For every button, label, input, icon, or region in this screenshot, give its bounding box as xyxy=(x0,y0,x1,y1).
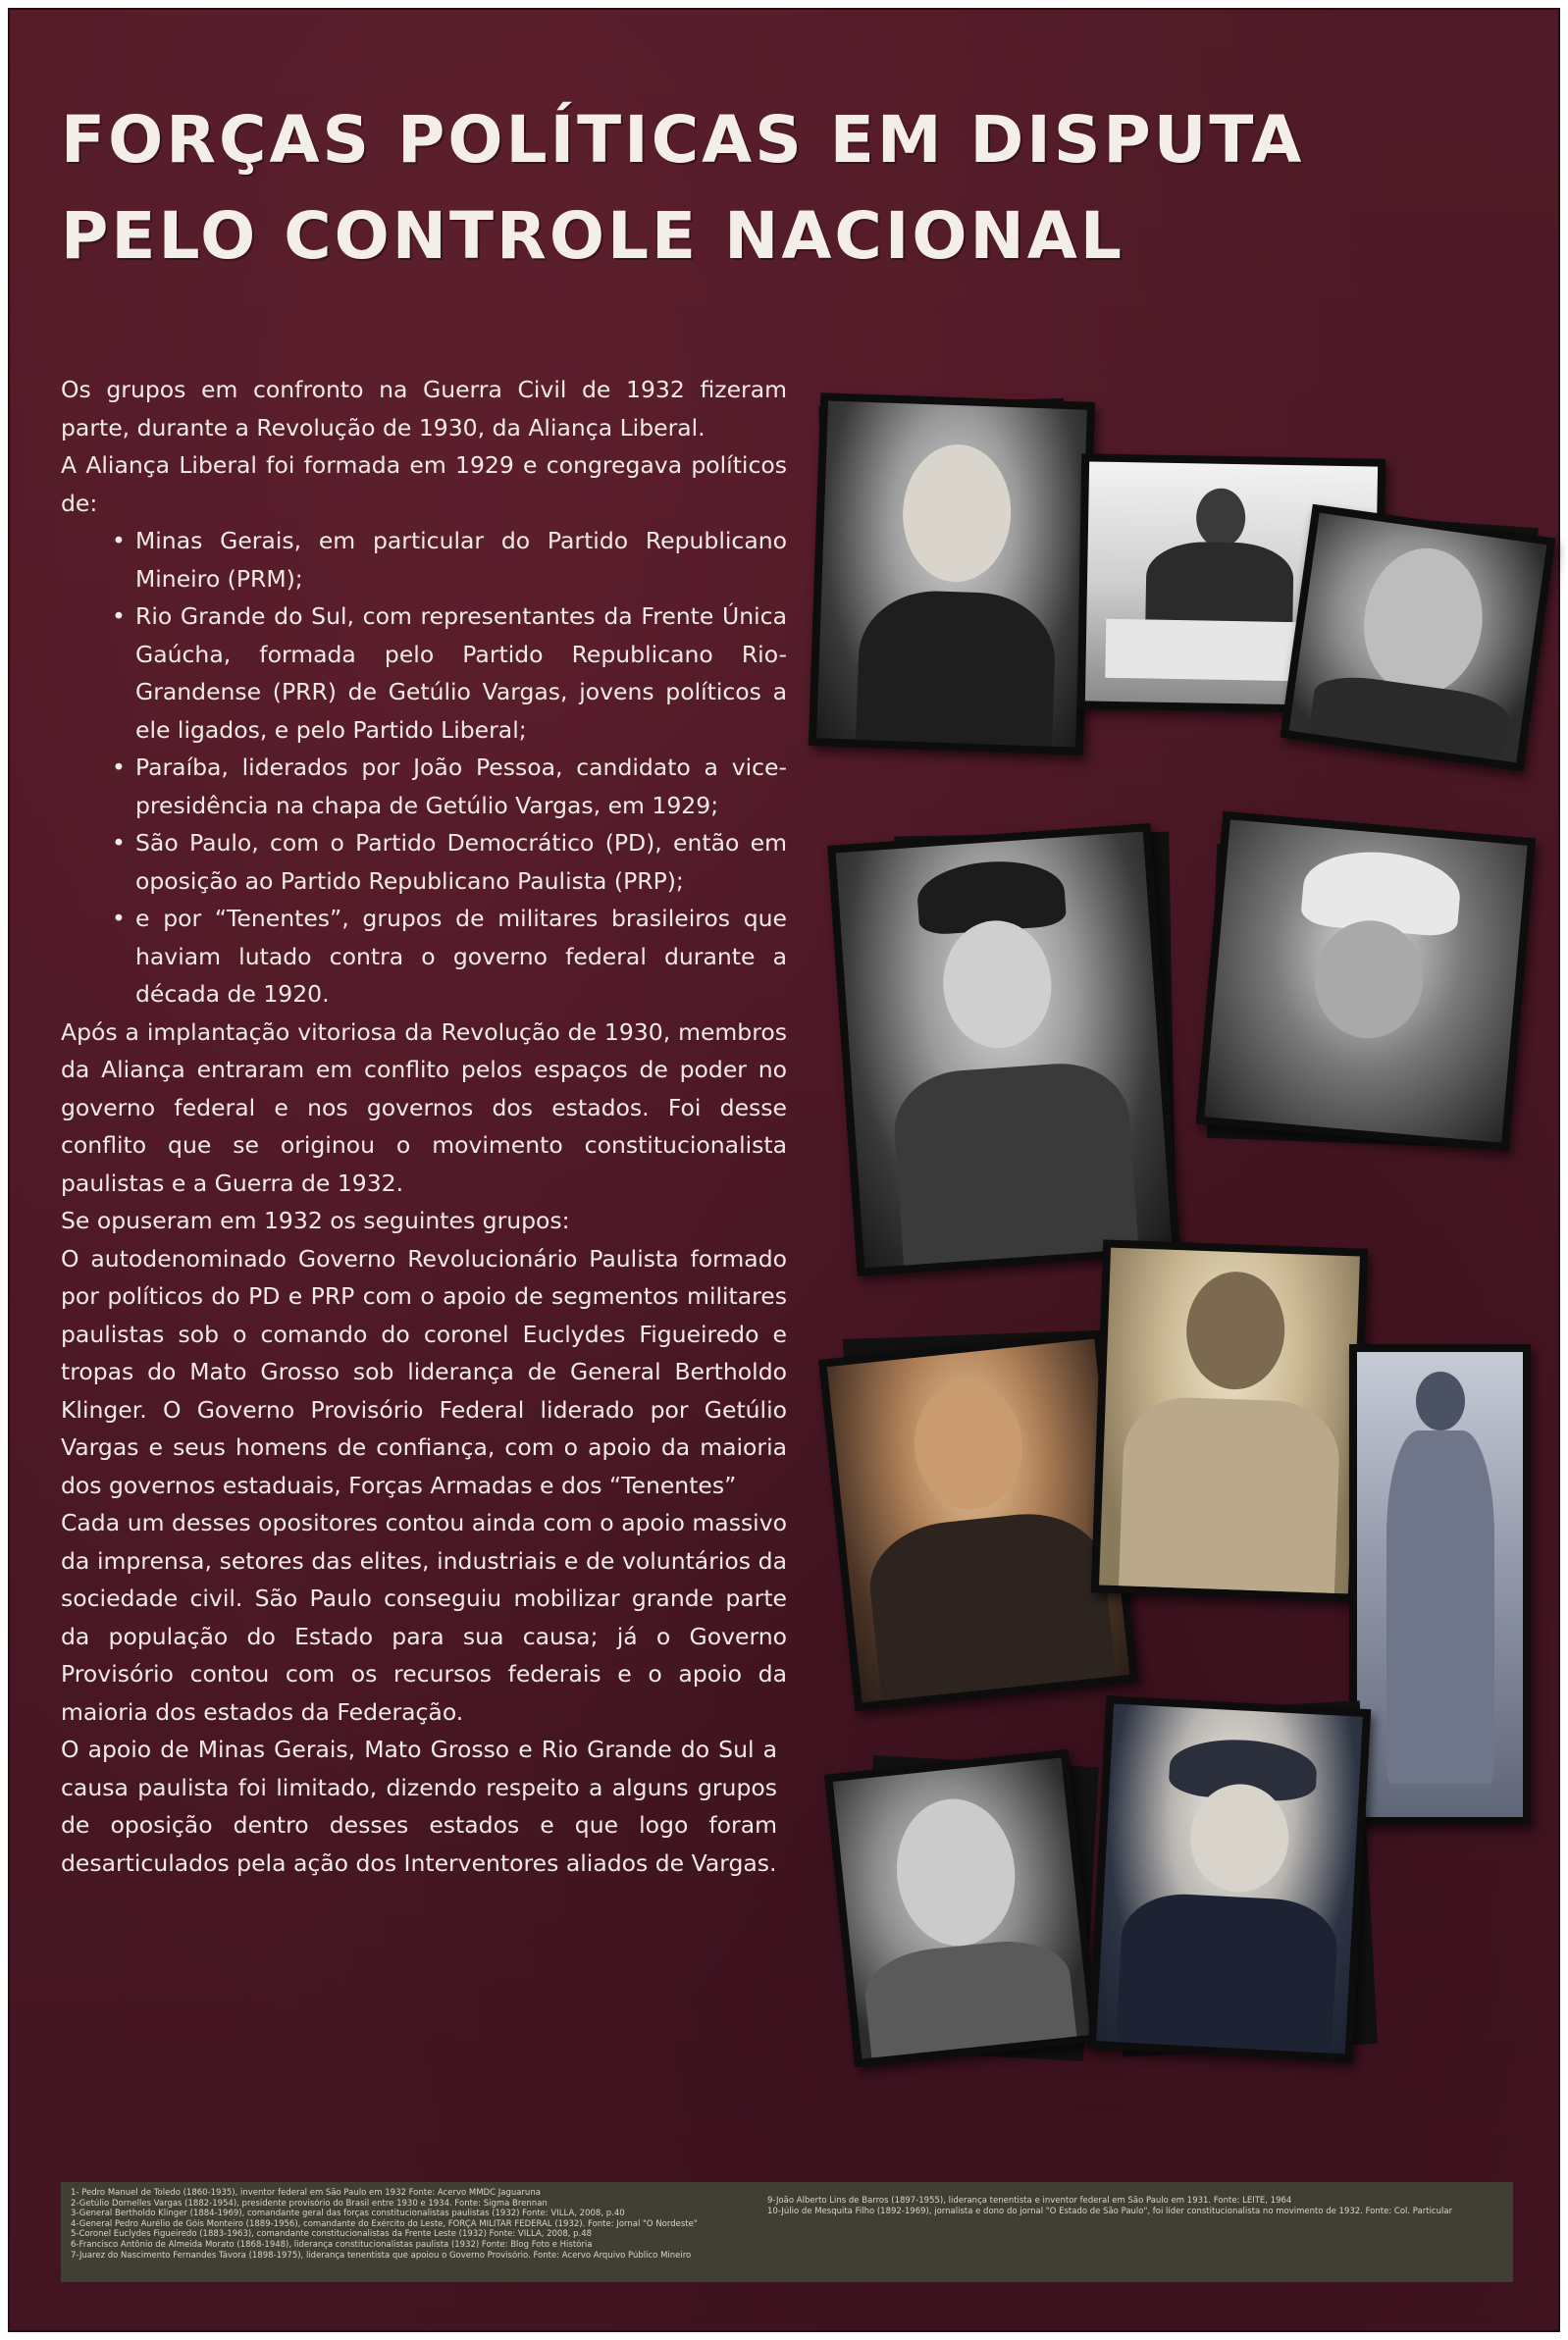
credits-column-1 xyxy=(71,2188,767,2261)
paragraph-groups-intro: Se opuseram em 1932 os seguintes grupos: xyxy=(61,1207,570,1234)
credit-line: 3-General Bertholdo Klinger (1884-1969), comandante geral das forças constitucionalistas paulistas (1932) Fonte: VILLA, 2008, p.40 xyxy=(71,2209,625,2219)
portrait-photo-4 xyxy=(827,823,1180,1276)
portrait-photo-6 xyxy=(818,1330,1138,1711)
list-item: • Minas Gerais, em particular do Partido Republicano Mineiro (PRM); xyxy=(135,522,787,598)
credit-line: 2-Getúlio Dornelles Vargas (1882-1954), presidente provisório do Brasil entre 1930 e 1934. Fonte: Sigma Brennan xyxy=(71,2198,548,2209)
list-item: • e por “Tenentes”, grupos de militares brasileiros que haviam lutado contra o governo federal durante a década de 1920. xyxy=(135,900,787,1014)
credit-line: 5-Coronel Euclydes Figueiredo (1883-1963), comandante constitucionalistas da Frente Leste (1932) Fonte: VILLA, 2008, p.48 xyxy=(71,2229,593,2240)
portrait-photo-1 xyxy=(809,392,1095,755)
portrait-photo-10 xyxy=(1088,1695,1371,2062)
list-item: • São Paulo, com o Partido Democrático (PD), então em oposição ao Partido Republicano Paulista (PRP); xyxy=(135,824,787,900)
title-line-2: PELO CONTROLE NACIONAL xyxy=(61,198,1124,274)
portrait-photo-7 xyxy=(1091,1239,1368,1601)
portrait-photo-8 xyxy=(1349,1344,1531,1825)
credit-line: 7-Juarez do Nascimento Fernandes Távora (1898-1975), liderança tenentista que apoiou o Governo Provisório. Fonte: Acervo Arquivo Público Mineiro xyxy=(71,2250,692,2261)
credit-line: 9-João Alberto Lins de Barros (1897-1955), liderança tenentista e inventor federal em São Paulo em 1931. Fonte: LEITE, 1964 xyxy=(767,2196,1292,2206)
paragraph-alianca: A Aliança Liberal foi formada em 1929 e congregava políticos de: xyxy=(61,451,787,517)
credits-column-2 xyxy=(767,2196,1503,2216)
credit-line: 4-General Pedro Aurélio de Góis Monteiro (1889-1956), comandante do Exército do Leste, FORÇA MILITAR FEDERAL (1932). Fonte: Jornal "O Nordeste" xyxy=(71,2218,698,2229)
poster xyxy=(8,8,1560,2332)
states-list xyxy=(61,522,787,1014)
page-title xyxy=(61,92,1435,285)
title-line-1: FORÇAS POLÍTICAS EM DISPUTA xyxy=(61,102,1305,178)
photo-credits xyxy=(61,2182,1513,2282)
paragraph-intro: Os grupos em confronto na Guerra Civil de 1932 fizeram parte, durante a Revolução de 1930, da Aliança Liberal. xyxy=(61,376,787,442)
credit-line: 10-Júlio de Mesquita Filho (1892-1969), jornalista e dono do jornal "O Estado de São Paulo", foi líder constitucionalista no movimento de 1932. Fonte: Col. Particular xyxy=(767,2206,1453,2216)
paragraph-limited-support: O apoio de Minas Gerais, Mato Grosso e Rio Grande do Sul a causa paulista foi limitado, dizendo respeito a alguns grupos de oposição dentro desses estados e que logo foram desarticulados pela ação dos Interventores aliados de Vargas. xyxy=(61,1736,777,1877)
body-text xyxy=(61,371,787,1882)
credit-line: 6-Francisco Antônio de Almeida Morato (1868-1948), liderança constitucionalistas paulista (1932) Fonte: Blog Foto e História xyxy=(71,2239,593,2250)
credit-line: 1- Pedro Manuel de Toledo (1860-1935), inventor federal em São Paulo em 1932 Fonte: Acervo MMDC Jaguaruna xyxy=(71,2188,541,2198)
portrait-photo-9 xyxy=(824,1749,1099,2067)
list-item: • Paraíba, liderados por João Pessoa, candidato a vice-presidência na chapa de Getúlio Vargas, em 1929; xyxy=(135,749,787,824)
portrait-photo-5 xyxy=(1196,811,1537,1152)
portrait-photo-3 xyxy=(1281,504,1556,771)
paragraph-groups: O autodenominado Governo Revolucionário Paulista formado por políticos do PD e PRP com o apoio de segmentos militares paulistas sob o comando do coronel Euclydes Figueiredo e tropas do Mato Grosso sob liderança de General Bertholdo Klinger. O Governo Provisório Federal liderado por Getúlio Vargas e seus homens de confiança, com o apoio da maioria dos governos estaduais, Forças Armadas e dos “Tenentes” xyxy=(61,1244,787,1499)
list-item: • Rio Grande do Sul, com representantes da Frente Única Gaúcha, formada pelo Partido Republicano Rio-Grandense (PRR) de Getúlio Vargas, jovens políticos a ele ligados, e pelo Partido Liberal; xyxy=(135,598,787,749)
paragraph-support: Cada um desses opositores contou ainda com o apoio massivo da imprensa, setores das elites, industriais e de voluntários da sociedade civil. São Paulo conseguiu mobilizar grande parte da população do Estado para sua causa; já o Governo Provisório contou com os recursos federais e o apoio da maioria dos estados da Federação. xyxy=(61,1509,787,1726)
paragraph-conflict: Após a implantação vitoriosa da Revolução de 1930, membros da Aliança entraram em conflito pelos espaços de poder no governo federal e nos governos dos estados. Foi desse conflito que se originou o movimento constitucionalista paulistas e a Guerra de 1932. xyxy=(61,1017,787,1197)
